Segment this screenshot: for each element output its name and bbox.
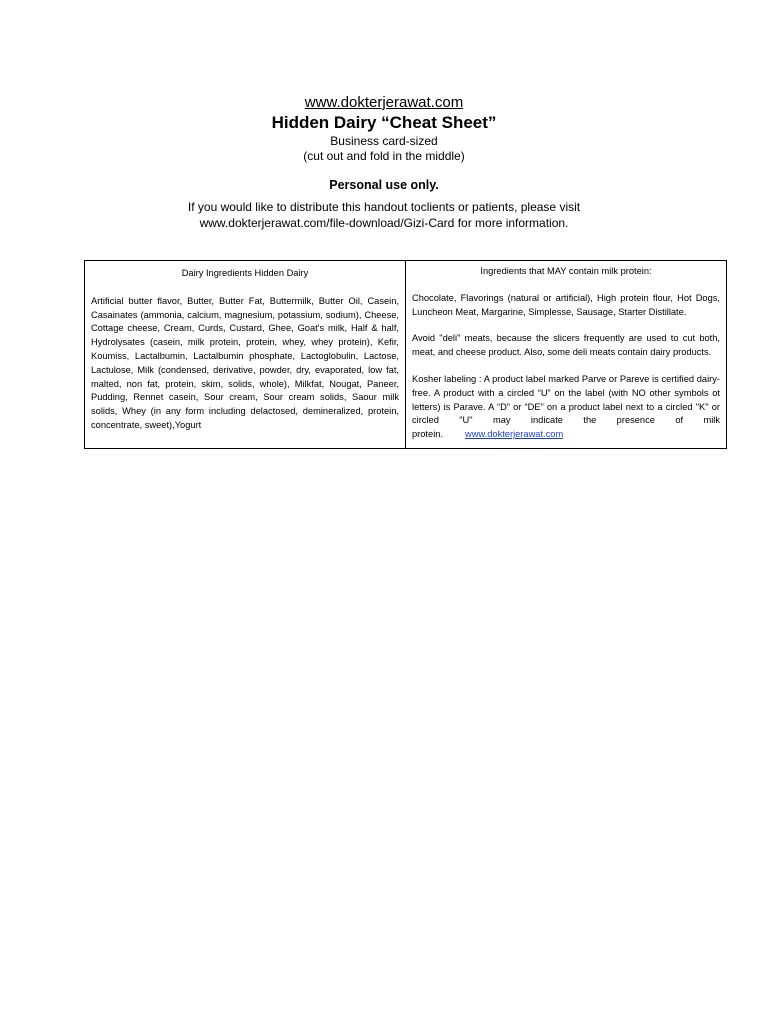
website-link[interactable]: www.dokterjerawat.com [465,429,564,440]
distribution-info-line-2: www.dokterjerawat.com/file-download/Gizi-Card for more information. [199,216,569,230]
kosher-labeling-text: Kosher labeling : A product label marked Parve or Pareve is certified dairy-free. A product with a circled “U” on the label (with NO other symbols ot letters) is Parave. A “D” or “DE” on a product label next to a circled "K" or circled "U" may indicate the presence of milk protein. [412,373,720,440]
deli-meats-note: Avoid "deli" meats, because the slicers frequently are used to cut both, meat, and cheese product. Also, some deli meats contain dairy products. [412,333,720,358]
subtitle-size: Business card-sized [330,134,438,148]
page-title: Hidden Dairy “Cheat Sheet” [271,113,497,132]
personal-use-notice: Personal use only. [329,178,439,192]
may-contain-list: Chocolate, Flavorings (natural or artificial), High protein flour, Hot Dogs, Luncheon Meat, Margarine, Simplesse, Sausage, Starter Distillate. [412,292,720,317]
subtitle-instructions: (cut out and fold in the middle) [303,149,465,163]
site-url: www.dokterjerawat.com [304,94,464,111]
may-contain-heading: Ingredients that MAY contain milk protein: [480,266,652,276]
hidden-dairy-heading: Dairy Ingredients Hidden Dairy [181,268,309,278]
hidden-dairy-column [85,261,406,449]
may-contain-column [406,261,727,449]
cheat-sheet-card [84,260,727,449]
distribution-info-line-1: If you would like to distribute this handout toclients or patients, please visit [187,200,581,214]
kosher-labeling-note [412,373,720,442]
hidden-dairy-list: Artificial butter flavor, Butter, Butter Fat, Buttermilk, Butter Oil, Casein, Casainates (ammonia, calcium, magnesium, potassium, sodium), Cheese, Cottage cheese, Cream, Curds, Custard, Ghee, Goat's milk, Half & half, Hydrolysates (casein, milk protein, protein, whey, whey protein), Kefir, Koumiss, Lactalbumin, Lactalbumin phosphate, Lactoglobulin, Lactose, Lactulose, Milk (condensed, derivative, powder, dry, evaporated, low fat, malted, non fat, protein, skim, solids, whole), Milkfat, Nougat, Paneer, Pudding, Rennet casein, Sour cream, Sour cream solids, Saour milk solids, Whey (in any form including delactosed, demineralized, protein, concentrate, sweet),Yogurt [91,295,399,430]
